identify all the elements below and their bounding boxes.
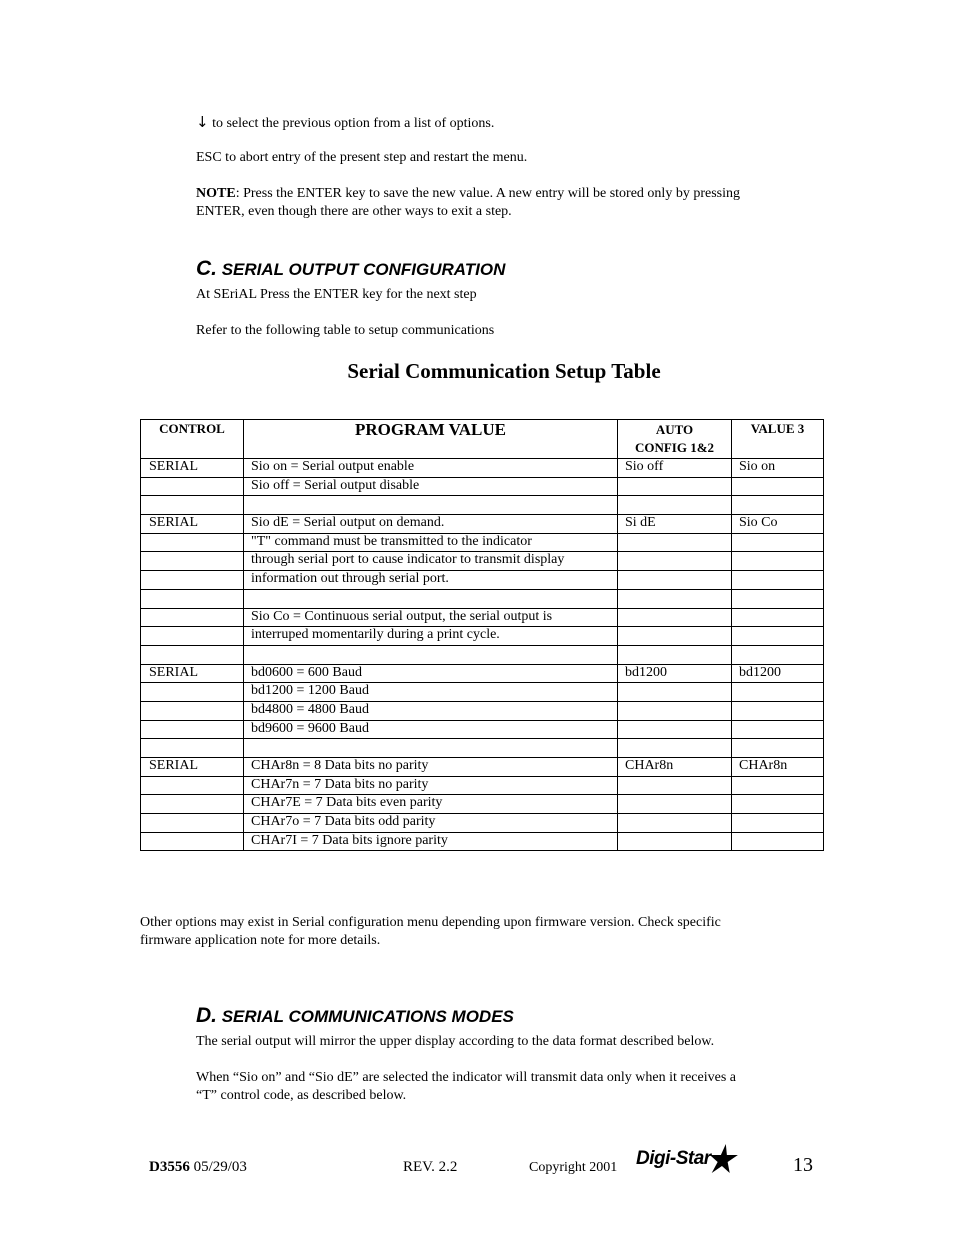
table-title: Serial Communication Setup Table xyxy=(347,359,661,383)
section-d-line-1: The serial output will mirror the upper display according to the data format described below. xyxy=(196,1034,715,1049)
cell-value-3 xyxy=(732,645,824,664)
cell-program-value xyxy=(244,645,618,664)
cell-control xyxy=(141,477,244,496)
cell-auto-config xyxy=(618,552,732,571)
cell-control xyxy=(141,832,244,851)
table-row xyxy=(141,664,824,683)
cell-control xyxy=(141,683,244,702)
table-row xyxy=(141,496,824,515)
cell-program-value: bd9600 = 9600 Baud xyxy=(244,720,618,739)
section-d-title: SERIAL COMMUNICATIONS MODES xyxy=(217,1007,514,1026)
cell-value-3 xyxy=(732,608,824,627)
other-options-paragraph xyxy=(140,914,840,950)
table-row xyxy=(141,552,824,571)
cell-value-3 xyxy=(732,477,824,496)
cell-auto-config xyxy=(618,477,732,496)
cell-program-value: CHAr7E = 7 Data bits even parity xyxy=(244,795,618,814)
cell-value-3 xyxy=(732,627,824,646)
footer-doc-info xyxy=(149,1157,247,1177)
table-row xyxy=(141,589,824,608)
cell-control xyxy=(141,608,244,627)
cell-control: SERIAL xyxy=(141,515,244,534)
table-row xyxy=(141,701,824,720)
footer-date: 05/29/03 xyxy=(189,1159,247,1175)
section-c-letter: C. xyxy=(196,257,217,280)
down-arrow-icon: ↓ xyxy=(196,113,209,131)
table-row xyxy=(141,795,824,814)
cell-program-value: CHAr8n = 8 Data bits no parity xyxy=(244,758,618,777)
cell-program-value: CHAr7I = 7 Data bits ignore parity xyxy=(244,832,618,851)
cell-auto-config xyxy=(618,645,732,664)
header-program-value: PROGRAM VALUE xyxy=(244,420,618,459)
cell-control: SERIAL xyxy=(141,459,244,478)
cell-value-3: Sio on xyxy=(732,459,824,478)
cell-control xyxy=(141,795,244,814)
header-control: CONTROL xyxy=(141,420,244,459)
header-auto-line-2: CONFIG 1&2 xyxy=(634,440,715,455)
cell-auto-config xyxy=(618,627,732,646)
header-value-3: VALUE 3 xyxy=(732,420,824,459)
page-number: 13 xyxy=(793,1154,813,1176)
table-row xyxy=(141,459,824,478)
table-row xyxy=(141,720,824,739)
cell-program-value: Sio dE = Serial output on demand. xyxy=(244,515,618,534)
cell-value-3 xyxy=(732,795,824,814)
table-row xyxy=(141,533,824,552)
cell-program-value: Sio off = Serial output disable xyxy=(244,477,618,496)
footer-doc-number: D3556 xyxy=(149,1159,190,1175)
cell-auto-config xyxy=(618,814,732,833)
cell-value-3 xyxy=(732,739,824,758)
cell-auto-config xyxy=(618,571,732,590)
cell-auto-config xyxy=(618,739,732,758)
table-row xyxy=(141,515,824,534)
header-auto-line-1: AUTO xyxy=(655,422,694,437)
cell-auto-config: bd1200 xyxy=(618,664,732,683)
section-d-line-3: “T” control code, as described below. xyxy=(196,1088,407,1103)
cell-control xyxy=(141,720,244,739)
cell-value-3 xyxy=(732,589,824,608)
cell-value-3: bd1200 xyxy=(732,664,824,683)
cell-value-3 xyxy=(732,683,824,702)
section-d-paragraph-2 xyxy=(196,1069,836,1105)
cell-program-value: bd1200 = 1200 Baud xyxy=(244,683,618,702)
cell-program-value: bd4800 = 4800 Baud xyxy=(244,701,618,720)
cell-program-value: "T" command must be transmitted to the indicator xyxy=(244,533,618,552)
table-row xyxy=(141,477,824,496)
cell-value-3 xyxy=(732,533,824,552)
cell-auto-config xyxy=(618,701,732,720)
cell-program-value xyxy=(244,589,618,608)
section-d-letter: D. xyxy=(196,1004,217,1027)
cell-control xyxy=(141,739,244,758)
section-d-line-2: When “Sio on” and “Sio dE” are selected the indicator will transmit data only when it receives a xyxy=(196,1070,736,1085)
table-row xyxy=(141,627,824,646)
section-c-title: SERIAL OUTPUT CONFIGURATION xyxy=(217,260,506,279)
table-header-row xyxy=(141,420,824,459)
cell-program-value: CHAr7o = 7 Data bits odd parity xyxy=(244,814,618,833)
cell-control xyxy=(141,776,244,795)
cell-program-value: CHAr7n = 7 Data bits no parity xyxy=(244,776,618,795)
cell-auto-config xyxy=(618,589,732,608)
cell-control xyxy=(141,701,244,720)
cell-value-3 xyxy=(732,571,824,590)
cell-value-3: CHAr8n xyxy=(732,758,824,777)
cell-auto-config: Sio off xyxy=(618,459,732,478)
header-auto-config xyxy=(618,420,732,459)
cell-program-value: interruped momentarily during a print cycle. xyxy=(244,627,618,646)
cell-value-3 xyxy=(732,496,824,515)
section-c-heading xyxy=(196,258,505,281)
cell-value-3 xyxy=(732,832,824,851)
intro-line-2: ESC to abort entry of the present step and restart the menu. xyxy=(196,150,528,165)
note-text-1: : Press the ENTER key to save the new value. A new entry will be stored only by pressing xyxy=(235,186,740,201)
cell-program-value xyxy=(244,496,618,515)
other-options-line-2: firmware application note for more details. xyxy=(140,933,381,948)
note-text-2: ENTER, even though there are other ways to exit a step. xyxy=(196,204,512,219)
intro-line-1-text: to select the previous option from a list of options. xyxy=(208,116,495,131)
section-d-heading xyxy=(196,1005,514,1028)
cell-control xyxy=(141,496,244,515)
cell-program-value: Sio on = Serial output enable xyxy=(244,459,618,478)
cell-control xyxy=(141,627,244,646)
cell-auto-config xyxy=(618,496,732,515)
table-row xyxy=(141,758,824,777)
cell-value-3 xyxy=(732,552,824,571)
table-row xyxy=(141,645,824,664)
cell-control xyxy=(141,645,244,664)
cell-control xyxy=(141,571,244,590)
cell-value-3 xyxy=(732,720,824,739)
cell-control xyxy=(141,814,244,833)
cell-control: SERIAL xyxy=(141,664,244,683)
cell-program-value: bd0600 = 600 Baud xyxy=(244,664,618,683)
footer-revision: REV. 2.2 xyxy=(403,1159,458,1175)
table-body xyxy=(141,459,824,851)
cell-program-value: information out through serial port. xyxy=(244,571,618,590)
cell-value-3 xyxy=(732,776,824,795)
other-options-line-1: Other options may exist in Serial configuration menu depending upon firmware version. Check specific xyxy=(140,915,721,930)
table-row xyxy=(141,608,824,627)
cell-value-3 xyxy=(732,701,824,720)
intro-line-1 xyxy=(196,113,836,133)
cell-program-value: Sio Co = Continuous serial output, the serial output is xyxy=(244,608,618,627)
cell-control: SERIAL xyxy=(141,758,244,777)
cell-auto-config xyxy=(618,720,732,739)
cell-program-value: through serial port to cause indicator to transmit display xyxy=(244,552,618,571)
table-row xyxy=(141,683,824,702)
table-row xyxy=(141,739,824,758)
star-icon xyxy=(709,1143,741,1175)
note-label: NOTE xyxy=(196,186,236,201)
cell-auto-config xyxy=(618,533,732,552)
cell-auto-config: CHAr8n xyxy=(618,758,732,777)
cell-control xyxy=(141,589,244,608)
table-row xyxy=(141,776,824,795)
section-c-line-2: Refer to the following table to setup communications xyxy=(196,323,495,338)
cell-program-value xyxy=(244,739,618,758)
cell-value-3 xyxy=(732,814,824,833)
cell-auto-config xyxy=(618,608,732,627)
table-row xyxy=(141,832,824,851)
cell-auto-config: Si dE xyxy=(618,515,732,534)
cell-control xyxy=(141,552,244,571)
table-row xyxy=(141,571,824,590)
footer-copyright: Copyright 2001 xyxy=(529,1160,618,1175)
note-paragraph xyxy=(196,185,836,221)
cell-auto-config xyxy=(618,795,732,814)
serial-setup-table xyxy=(140,419,824,851)
cell-control xyxy=(141,533,244,552)
cell-auto-config xyxy=(618,776,732,795)
cell-auto-config xyxy=(618,683,732,702)
table-row xyxy=(141,814,824,833)
logo-text: Digi-Star xyxy=(636,1148,711,1169)
cell-value-3: Sio Co xyxy=(732,515,824,534)
digi-star-logo xyxy=(636,1143,760,1175)
section-c-line-1: At SEriAL Press the ENTER key for the next step xyxy=(196,287,477,302)
cell-auto-config xyxy=(618,832,732,851)
